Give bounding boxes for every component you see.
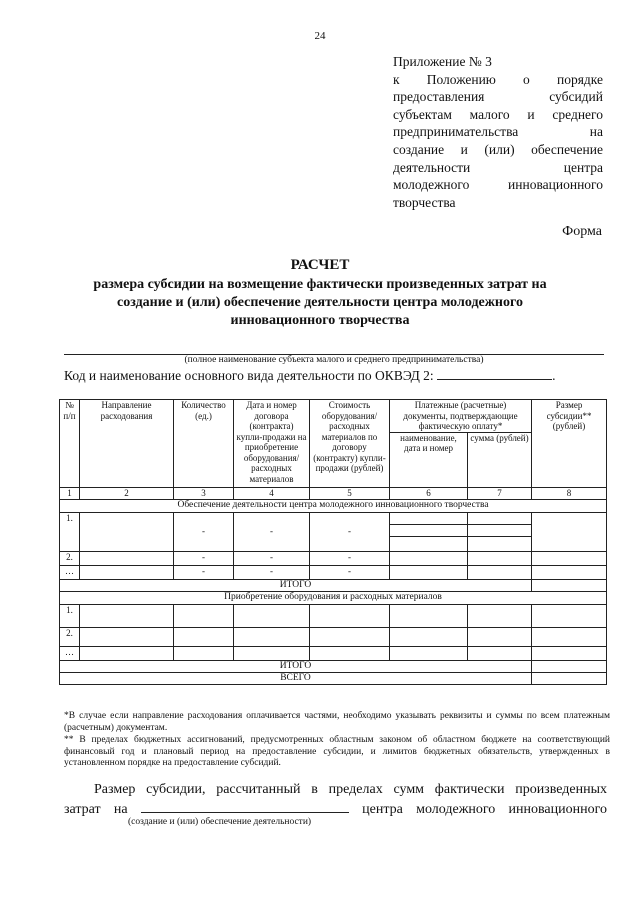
purpose-blank[interactable] <box>141 800 349 813</box>
cell-cost[interactable] <box>310 646 390 660</box>
cell-payment-name[interactable] <box>390 565 468 579</box>
cell-subsidy[interactable] <box>532 512 607 551</box>
cell-payment-name[interactable] <box>390 604 468 627</box>
appendix-line: предпринимательства на <box>393 124 603 140</box>
section-title: Приобретение оборудования и расходных материалов <box>60 591 607 604</box>
grand-total-label: ВСЕГО <box>60 672 532 684</box>
appendix-line: к Положению о порядке <box>393 71 603 87</box>
grand-total-value[interactable] <box>532 672 607 684</box>
column-number: 2 <box>80 487 174 499</box>
cell-subsidy[interactable] <box>532 551 607 565</box>
cell-quantity[interactable]: - <box>174 551 234 565</box>
cell-cost[interactable]: - <box>310 551 390 565</box>
purpose-caption: (создание и (или) обеспечение деятельности) <box>128 817 312 827</box>
column-number: 4 <box>234 487 310 499</box>
final-paragraph <box>64 780 607 820</box>
cell-payment-name[interactable] <box>390 627 468 646</box>
row-number: … <box>60 565 80 579</box>
appendix-line: Приложение № 3 <box>393 54 492 69</box>
cell-direction[interactable] <box>80 627 174 646</box>
cell-contract[interactable] <box>234 646 310 660</box>
okved-label: Код и наименование основного вида деятельности по ОКВЭД 2: <box>64 368 434 383</box>
header-subsidy: Размер субсидии** (рублей) <box>532 400 607 488</box>
okved-line <box>64 367 555 384</box>
column-number: 5 <box>310 487 390 499</box>
cell-subsidy[interactable] <box>532 646 607 660</box>
section-total-value[interactable] <box>532 660 607 672</box>
row-number: … <box>60 646 80 660</box>
appendix-line: предоставления субсидий <box>393 89 603 105</box>
column-number: 1 <box>60 487 80 499</box>
cell-quantity[interactable] <box>174 627 234 646</box>
cell-payment-sum[interactable] <box>468 512 532 551</box>
form-label: Форма <box>562 224 602 239</box>
cell-payment-name[interactable] <box>390 551 468 565</box>
final-suffix: центра молодежного инновационного <box>362 802 607 817</box>
cell-cost[interactable] <box>310 627 390 646</box>
cell-payment-sum[interactable] <box>468 565 532 579</box>
page-number: 24 <box>314 30 326 42</box>
cell-payment-sum[interactable] <box>468 646 532 660</box>
row-number: 2. <box>60 551 80 565</box>
cell-subsidy[interactable] <box>532 604 607 627</box>
header-quantity: Количество (ед.) <box>174 400 234 488</box>
subject-name-caption: (полное наименование субъекта малого и среднего предпринимательства) <box>184 355 484 365</box>
cell-payment-sum[interactable] <box>468 604 532 627</box>
header-payment-docs: Платежные (расчетные) документы, подтверждающие фактическую оплату* <box>390 400 532 433</box>
subsidy-calculation-table <box>59 399 607 685</box>
cell-direction[interactable] <box>80 512 174 551</box>
cell-quantity[interactable]: - <box>174 512 234 551</box>
cell-cost[interactable]: - <box>310 565 390 579</box>
header-direction: Направление расходования <box>80 400 174 488</box>
appendix-line: субъектам малого и среднего <box>393 106 603 122</box>
cell-contract[interactable]: - <box>234 565 310 579</box>
okved-blank[interactable] <box>437 367 552 380</box>
appendix-line: создание и (или) обеспечение <box>393 141 603 157</box>
cell-quantity[interactable] <box>174 604 234 627</box>
appendix-line: молодежного инновационного <box>393 177 603 193</box>
column-number: 7 <box>468 487 532 499</box>
section-total-label: ИТОГО <box>60 660 532 672</box>
document-title: РАСЧЕТ <box>290 257 350 273</box>
section-title: Обеспечение деятельности центра молодежного инновационного творчества <box>60 499 607 512</box>
footnote-two: ** В пределах бюджетных ассигнований, предусмотренных областным законом об областном бюджете на соответствующий финансовый год и плановый период на предоставление субсидии, и лимитов бюджетных обязательств, утвержденных в установленном порядке на предоставление субсидий. <box>64 735 610 768</box>
header-payment-name: наименование, дата и номер <box>390 432 468 487</box>
cell-subsidy[interactable] <box>532 565 607 579</box>
section-total-value[interactable] <box>532 579 607 591</box>
cell-cost[interactable] <box>310 604 390 627</box>
appendix-block <box>393 53 603 211</box>
cell-contract[interactable] <box>234 627 310 646</box>
appendix-line: творчества <box>393 194 456 210</box>
cell-contract[interactable] <box>234 604 310 627</box>
footnote-one: *В случае если направление расходования оплачивается частями, необходимо указывать реквизиты и суммы по всем платежным (расчетным) документам. <box>64 711 610 733</box>
cell-payment-name[interactable] <box>390 646 468 660</box>
cell-payment-name[interactable] <box>390 512 468 551</box>
cell-cost[interactable]: - <box>310 512 390 551</box>
cell-subsidy[interactable] <box>532 627 607 646</box>
header-contract: Дата и номер договора (контракта) купли-продажи на приобретение оборудования/ расходных материалов <box>234 400 310 488</box>
final-line: Размер субсидии, рассчитанный в пределах сумм фактически произведенных <box>94 782 607 797</box>
row-number: 2. <box>60 627 80 646</box>
cell-quantity[interactable]: - <box>174 565 234 579</box>
cell-contract[interactable]: - <box>234 551 310 565</box>
cell-quantity[interactable] <box>174 646 234 660</box>
okved-period: . <box>552 368 556 383</box>
column-number: 3 <box>174 487 234 499</box>
header-cost: Стоимость оборудования/ расходных материалов по договору (контракту) купли-продажи (рублей) <box>310 400 390 488</box>
cell-direction[interactable] <box>80 604 174 627</box>
row-number: 1. <box>60 512 80 551</box>
cell-payment-sum[interactable] <box>468 627 532 646</box>
cell-direction[interactable] <box>80 551 174 565</box>
cell-direction[interactable] <box>80 646 174 660</box>
column-number: 6 <box>390 487 468 499</box>
final-prefix: затрат на <box>64 802 128 817</box>
row-number: 1. <box>60 604 80 627</box>
appendix-line: деятельности центра <box>393 159 603 175</box>
cell-contract[interactable]: - <box>234 512 310 551</box>
cell-direction[interactable] <box>80 565 174 579</box>
column-number: 8 <box>532 487 607 499</box>
cell-payment-sum[interactable] <box>468 551 532 565</box>
header-num: № п/п <box>60 400 80 488</box>
header-payment-sum: сумма (рублей) <box>468 432 532 487</box>
section-total-label: ИТОГО <box>60 579 532 591</box>
document-subtitle: размера субсидии на возмещение фактически произведенных затрат на создание и (или) обеспечение деятельности центра молодежного инновационного творчества <box>93 277 547 328</box>
